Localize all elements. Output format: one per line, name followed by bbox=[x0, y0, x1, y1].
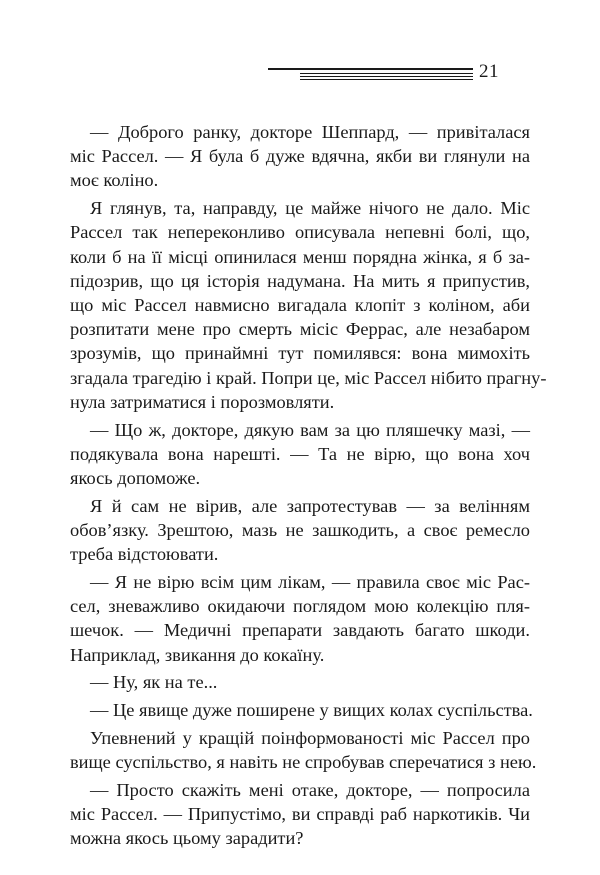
text-line: що міс Рассел навмисно вигадала клопіт з коліном, аби bbox=[70, 295, 530, 316]
text-line: коли б на її місці опинилася менш порядна жінка, я б за- bbox=[70, 246, 530, 267]
text-line: моє коліно. bbox=[70, 170, 159, 191]
text-line: підозрив, що ця історія надумана. На мить я припустив, bbox=[70, 270, 530, 291]
text-line: міс Рассел. — Припустімо, ви справді раб наркотиків. Чи bbox=[70, 804, 530, 825]
text-line: розпитати мене про смерть місіс Феррас, але незабаром bbox=[70, 319, 530, 340]
text-line: якось допоможе. bbox=[70, 468, 201, 489]
text-line: вище суспільство, я навіть не спробував сперечатися з нею. bbox=[70, 752, 537, 773]
header-rule-thick bbox=[268, 68, 473, 70]
header-rule-thin bbox=[300, 73, 473, 74]
header-rule-thin bbox=[300, 76, 473, 77]
running-header bbox=[268, 60, 500, 90]
text-line: подякувала вона нарешті. — Та не вірю, що вона хоч bbox=[70, 443, 530, 464]
text-line: нула затриматися і порозмовляти. bbox=[70, 391, 335, 412]
text-line: можна якось цьому зарадити? bbox=[70, 828, 304, 849]
paragraph bbox=[70, 726, 537, 774]
text-line: згадала трагедію і край. Попри це, міс Рассел нібито прагну- bbox=[70, 367, 547, 388]
text-line: — Просто скажіть мені отаке, докторе, — попросила bbox=[90, 780, 530, 801]
page-number: 21 bbox=[479, 61, 499, 82]
paragraph bbox=[70, 196, 547, 414]
paragraph bbox=[70, 120, 530, 193]
text-line: — Ну, як на те... bbox=[90, 672, 218, 693]
text-line: Рассел так непереконливо описувала непевні болі, що, bbox=[70, 222, 530, 243]
text-line: — Доброго ранку, докторе Шеппард, — привіталася bbox=[90, 122, 530, 142]
text-line: — Я не вірю всім цим лікам, — правила своє міс Рас- bbox=[90, 572, 530, 593]
decorative-header-rules bbox=[268, 68, 473, 82]
text-line: — Це явище дуже поширене у вищих колах суспільства. bbox=[90, 700, 533, 721]
paragraph bbox=[70, 570, 530, 667]
header-rule-thin bbox=[300, 79, 473, 80]
text-line: Упевнений у кращій поінформованості міс Рассел про bbox=[90, 728, 530, 749]
paragraph bbox=[70, 778, 530, 851]
paragraph bbox=[70, 670, 530, 694]
text-line: Я глянув, та, направду, це майже нічого не дало. Міс bbox=[90, 198, 530, 219]
text-line: — Що ж, докторе, дякую вам за цю пляшечку мазі, — bbox=[90, 419, 530, 440]
paragraph bbox=[70, 494, 530, 567]
text-line: Наприклад, звикання до кокаїну. bbox=[70, 644, 325, 665]
text-line: сел, зневажливо окидаючи поглядом мою колекцію пля- bbox=[70, 596, 530, 617]
text-line: треба відстоювати. bbox=[70, 544, 219, 565]
paragraph bbox=[70, 698, 533, 722]
text-line: зрозумів, що принаймні тут помилявся: вона мимохіть bbox=[70, 343, 530, 364]
text-line: шечок. — Медичні препарати завдають багато шкоди. bbox=[70, 620, 530, 641]
body-text bbox=[70, 120, 547, 854]
text-line: міс Рассел. — Я була б дуже вдячна, якби ви глянули на bbox=[70, 146, 530, 167]
text-line: обов’язку. Зрештою, мазь не зашкодить, а своє ремесло bbox=[70, 520, 530, 541]
text-line: Я й сам не вірив, але запротестував — за велінням bbox=[90, 495, 530, 516]
paragraph bbox=[70, 418, 530, 491]
